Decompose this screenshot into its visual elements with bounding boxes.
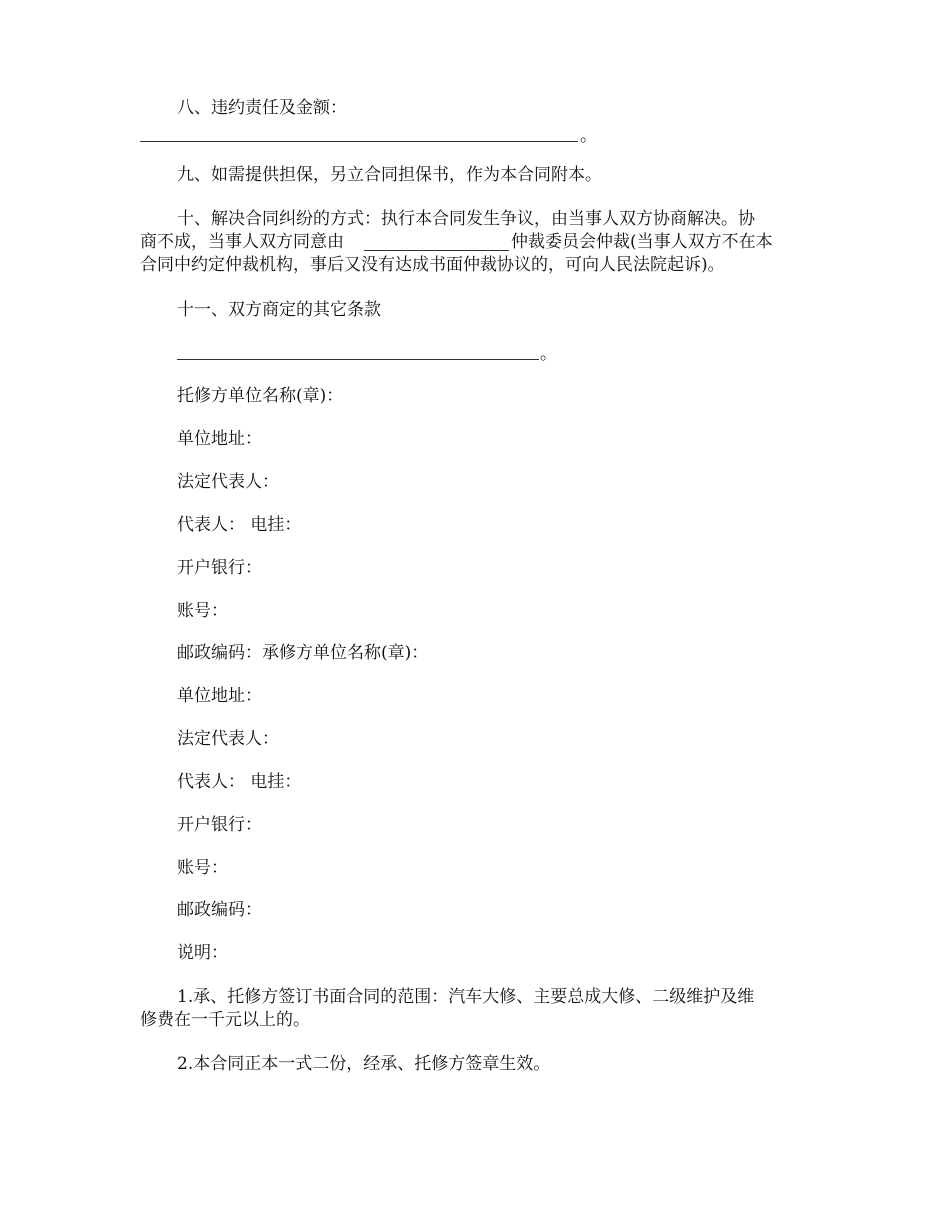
client-legal-representative: 法定代表人：	[177, 472, 279, 492]
arbitration-committee-blank	[364, 250, 509, 251]
notes-title: 说明：	[177, 943, 228, 963]
client-account: 账号：	[177, 601, 228, 621]
clause-11-blank-line	[177, 359, 539, 360]
note-1-line-1: 1.承、托修方签订书面合同的范围：汽车大修、主要总成大修、二级维护及维	[177, 987, 755, 1007]
client-unit-name: 托修方单位名称(章)：	[177, 386, 344, 406]
clause-8-title: 八、违约责任及金额：	[177, 98, 347, 118]
client-agent-phone: 代表人： 电挂：	[177, 515, 302, 535]
contractor-bank: 开户银行：	[177, 815, 262, 835]
contractor-legal-representative: 法定代表人：	[177, 729, 279, 749]
client-address: 单位地址：	[177, 429, 262, 449]
client-bank: 开户银行：	[177, 558, 262, 578]
contractor-agent-phone: 代表人： 电挂：	[177, 772, 302, 792]
note-1-line-2: 修费在一千元以上的。	[140, 1010, 310, 1030]
contractor-postcode: 邮政编码：	[177, 900, 262, 920]
clause-10-line-2-end: 仲裁委员会仲裁(当事人双方不在本	[511, 232, 773, 252]
contractor-address: 单位地址：	[177, 686, 262, 706]
clause-9: 九、如需提供担保，另立合同担保书，作为本合同附本。	[177, 165, 602, 185]
clause-10-line-3: 合同中约定仲裁机构，事后又没有达成书面仲裁协议的，可向人民法院起诉)。	[140, 255, 725, 275]
clause-11-period: 。	[540, 344, 557, 364]
clause-8-blank-line	[140, 141, 578, 142]
clause-11-title: 十一、双方商定的其它条款	[177, 300, 381, 320]
note-2: 2.本合同正本一式二份，经承、托修方签章生效。	[177, 1054, 551, 1074]
clause-8-period: 。	[580, 126, 597, 146]
contractor-account: 账号：	[177, 858, 228, 878]
client-postcode-contractor-name: 邮政编码：承修方单位名称(章)：	[177, 643, 429, 663]
clause-10-line-1: 十、解决合同纠纷的方式：执行本合同发生争议，由当事人双方协商解决。协	[177, 209, 755, 229]
clause-10-line-2-start: 商不成，当事人双方同意由	[140, 232, 344, 252]
